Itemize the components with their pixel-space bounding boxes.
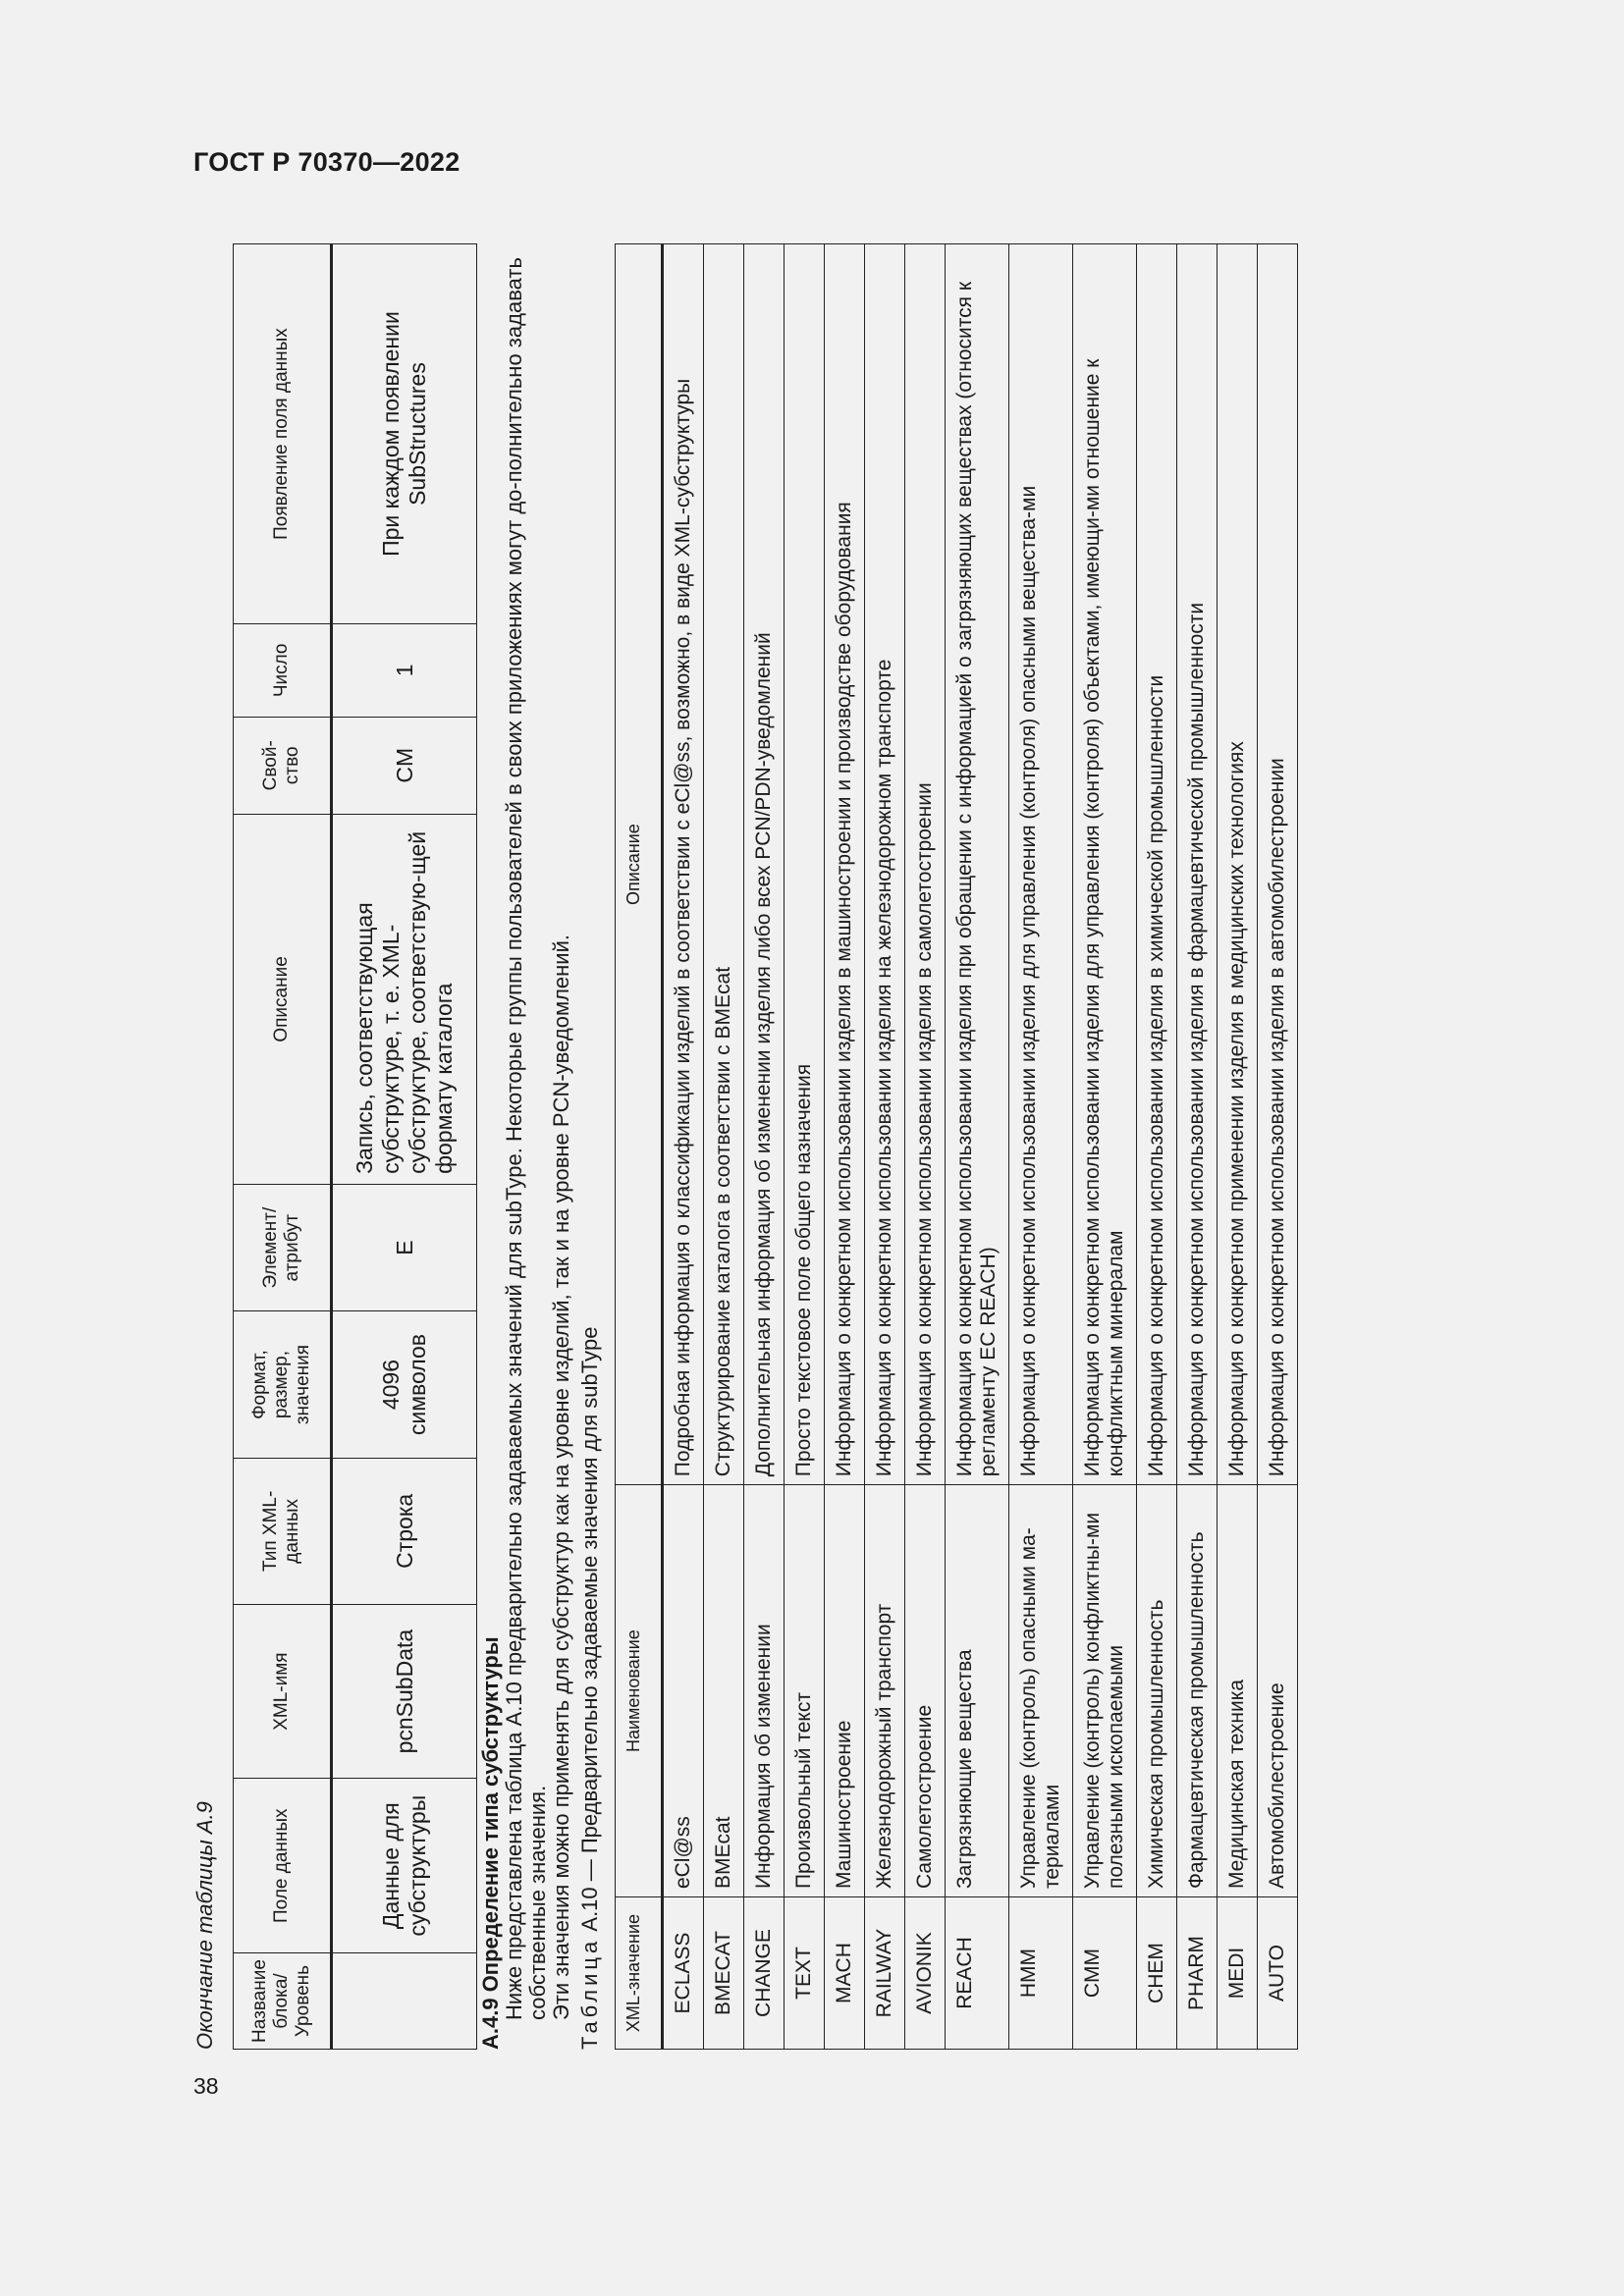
header-cell: Поле данных xyxy=(234,1779,332,1953)
xml-value-cell: AVIONIK xyxy=(905,1897,946,2050)
document-number: ГОСТ Р 70370—2022 xyxy=(193,147,460,177)
table-row xyxy=(1073,244,1137,2050)
header-cell: Число xyxy=(234,624,332,718)
table-a9 xyxy=(233,243,477,2050)
table-continuation-caption: Окончание таблицы А.9 xyxy=(192,1801,217,2050)
xml-value-cell: BMECAT xyxy=(704,1897,744,2050)
table-a10 xyxy=(615,243,1298,2050)
table-row xyxy=(905,244,946,2050)
name-cell: Автомобилестроение xyxy=(1258,1485,1298,1897)
section-title: А.4.9 Определение типа субструктуры xyxy=(478,1636,503,2050)
table-a10-caption xyxy=(577,1327,603,2050)
xml-value-cell: CHEM xyxy=(1137,1897,1177,2050)
table-row xyxy=(704,244,744,2050)
xml-value-cell: MACH xyxy=(825,1897,865,2050)
table-cell: При каждом появлении SubStructures xyxy=(332,244,477,624)
description-cell: Информация о конкретном использовании изделия в самолетостроении xyxy=(905,244,946,1485)
xml-value-cell: PHARM xyxy=(1177,1897,1218,2050)
table-cell: pcnSubData xyxy=(332,1604,477,1778)
table-a9-header-row xyxy=(234,244,332,2050)
table-caption-label: Таблица xyxy=(577,1937,602,2050)
table-row xyxy=(1009,244,1073,2050)
header-cell: Тип XML-данных xyxy=(234,1458,332,1604)
table-cell: Данные для субструктуры xyxy=(332,1779,477,1953)
xml-value-cell: TEXT xyxy=(785,1897,825,2050)
table-row xyxy=(946,244,1009,2050)
description-cell: Просто текстовое поле общего назначения xyxy=(785,244,825,1485)
description-cell: Информация о конкретном использовании изделия при обращении с информацией о загрязняющих веществах (относится к регламенту EC REACH) xyxy=(946,244,1009,1485)
description-cell: Информация о конкретном использовании изделия для управления (контроля) объектами, имеющи-ми отношение к конфликтным минералам xyxy=(1073,244,1137,1485)
xml-value-cell: RAILWAY xyxy=(865,1897,905,2050)
name-cell: Химическая промышленность xyxy=(1137,1485,1177,1897)
xml-value-cell: REACH xyxy=(946,1897,1009,2050)
table-row xyxy=(1258,244,1298,2050)
table-cell: Запись, соответствующая субструктуре, т. е. XML-субструктуре, соответствую-щей формату каталога xyxy=(332,814,477,1184)
name-cell: Произвольный текст xyxy=(785,1485,825,1897)
section-paragraph: Ниже представлена таблица А.10 предварительно задаваемых значений для subType. Некоторые группы пользователей в своих приложениях могут до-полнительно задавать собственные значения. xyxy=(502,257,550,2020)
description-cell: Дополнительная информация об изменении изделия либо всех PCN/PDN-уведомлений xyxy=(744,244,785,1485)
header-cell: Элемент/ атрибут xyxy=(234,1184,332,1310)
xml-value-cell: MEDI xyxy=(1218,1897,1258,2050)
header-cell: Описание xyxy=(616,244,663,1485)
name-cell: Железнодорожный транспорт xyxy=(865,1485,905,1897)
name-cell: Управление (контроль) конфликтны-ми полезными ископаемыми xyxy=(1073,1485,1137,1897)
xml-value-cell: AUTO xyxy=(1258,1897,1298,2050)
name-cell: Загрязняющие вещества xyxy=(946,1485,1009,1897)
name-cell: Машиностроение xyxy=(825,1485,865,1897)
page-number: 38 xyxy=(193,2073,219,2099)
description-cell: Информация о конкретном применении изделия в медицинских технологиях xyxy=(1218,244,1258,1485)
table-row xyxy=(744,244,785,2050)
table-row xyxy=(332,244,477,2050)
description-cell: Информация о конкретном использовании изделия в химической промышленности xyxy=(1137,244,1177,1485)
description-cell: Информация о конкретном использовании изделия в машиностроении и производстве оборудования xyxy=(825,244,865,1485)
table-cell: E xyxy=(332,1184,477,1310)
table-caption-text: А.10 — Предварительно задаваемые значения для subType xyxy=(577,1326,602,1932)
xml-value-cell: CHANGE xyxy=(744,1897,785,2050)
table-cell: 4096 символов xyxy=(332,1311,477,1459)
header-cell: Формат, размер, значения xyxy=(234,1311,332,1459)
name-cell: Управление (контроль) опасными ма-териалами xyxy=(1009,1485,1073,1897)
table-row xyxy=(865,244,905,2050)
table-row xyxy=(825,244,865,2050)
table-cell: Строка xyxy=(332,1458,477,1604)
section-a4-9 xyxy=(479,234,573,2050)
description-cell: Информация о конкретном использовании изделия для управления (контроля) опасными вещества-ми xyxy=(1009,244,1073,1485)
table-row xyxy=(1137,244,1177,2050)
description-cell: Структурирование каталога в соответствии с BMEcat xyxy=(704,244,744,1485)
header-cell: XML-имя xyxy=(234,1604,332,1778)
xml-value-cell: CMM xyxy=(1073,1897,1137,2050)
table-cell: 1 xyxy=(332,624,477,718)
description-cell: Информация о конкретном использовании изделия на железнодорожном транспорте xyxy=(865,244,905,1485)
header-cell: Описание xyxy=(234,814,332,1184)
table-cell xyxy=(332,1953,477,2050)
table-row xyxy=(785,244,825,2050)
header-cell: Появление поля данных xyxy=(234,244,332,624)
section-paragraph: Эти значения можно применять для субструктур как на уровне изделий, так и на уровне PCN-уведомлений. xyxy=(549,934,573,2020)
table-cell: CM xyxy=(332,717,477,814)
table-row xyxy=(663,244,704,2050)
name-cell: BMEcat xyxy=(704,1485,744,1897)
name-cell: Фармацевтическая промышленность xyxy=(1177,1485,1218,1897)
name-cell: Информация об изменении xyxy=(744,1485,785,1897)
description-cell: Информация о конкретном использовании изделия в фармацевтической промышленности xyxy=(1177,244,1218,1485)
table-a10-header-row xyxy=(616,244,663,2050)
name-cell: eCl@ss xyxy=(663,1485,704,1897)
table-row xyxy=(1177,244,1218,2050)
xml-value-cell: HMM xyxy=(1009,1897,1073,2050)
description-cell: Подробная информация о классификации изделий в соответствии с eCl@ss, возможно, в виде XML-субструктуры xyxy=(663,244,704,1485)
header-cell: XML-значение xyxy=(616,1897,663,2050)
rotated-page-content xyxy=(192,234,1513,2079)
header-cell: Название блока/ Уровень xyxy=(234,1953,332,2050)
name-cell: Медицинская техника xyxy=(1218,1485,1258,1897)
name-cell: Самолетостроение xyxy=(905,1485,946,1897)
xml-value-cell: ECLASS xyxy=(663,1897,704,2050)
header-cell: Свой-ство xyxy=(234,717,332,814)
description-cell: Информация о конкретном использовании изделия в автомобилестроении xyxy=(1258,244,1298,1485)
header-cell: Наименование xyxy=(616,1485,663,1897)
table-row xyxy=(1218,244,1258,2050)
